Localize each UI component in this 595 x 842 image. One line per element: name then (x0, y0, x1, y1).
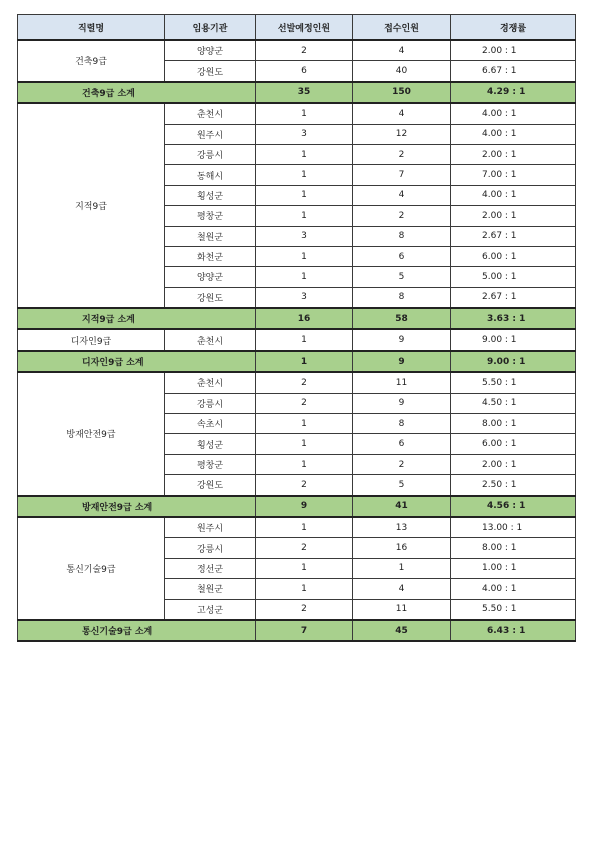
ratio-cell: 2.00 : 1 (451, 40, 576, 61)
subtotal-applicants: 41 (353, 496, 451, 517)
planned-cell: 1 (256, 206, 353, 226)
applicants-cell: 8 (353, 414, 451, 434)
agency-cell: 강릉시 (165, 144, 256, 164)
header-planned: 선발예정인원 (256, 15, 353, 41)
applicants-cell: 8 (353, 226, 451, 246)
agency-cell: 강원도 (165, 287, 256, 308)
subtotal-label: 디자인9급 소계 (18, 351, 256, 372)
competition-table (17, 14, 576, 642)
table-row (18, 329, 576, 350)
subtotal-row (18, 82, 576, 103)
subtotal-planned: 1 (256, 351, 353, 372)
planned-cell: 1 (256, 414, 353, 434)
subtotal-row (18, 496, 576, 517)
ratio-cell: 2.67 : 1 (451, 287, 576, 308)
agency-cell: 강원도 (165, 61, 256, 82)
agency-cell: 원주시 (165, 124, 256, 144)
subtotal-label: 지적9급 소계 (18, 308, 256, 329)
subtotal-label: 건축9급 소계 (18, 82, 256, 103)
ratio-cell: 5.00 : 1 (451, 267, 576, 287)
applicants-cell: 5 (353, 267, 451, 287)
applicants-cell: 11 (353, 372, 451, 393)
subtotal-ratio: 4.56 : 1 (451, 496, 576, 517)
planned-cell: 1 (256, 517, 353, 538)
ratio-cell: 4.00 : 1 (451, 185, 576, 205)
applicants-cell: 6 (353, 246, 451, 266)
ratio-cell: 4.50 : 1 (451, 393, 576, 413)
applicants-cell: 8 (353, 287, 451, 308)
ratio-cell: 4.00 : 1 (451, 579, 576, 599)
agency-cell: 양양군 (165, 267, 256, 287)
agency-cell: 평창군 (165, 454, 256, 474)
subtotal-row (18, 620, 576, 641)
planned-cell: 1 (256, 103, 353, 124)
planned-cell: 1 (256, 558, 353, 578)
planned-cell: 1 (256, 144, 353, 164)
subtotal-applicants: 45 (353, 620, 451, 641)
ratio-cell: 2.50 : 1 (451, 475, 576, 496)
planned-cell: 1 (256, 454, 353, 474)
applicants-cell: 9 (353, 393, 451, 413)
table-row (18, 40, 576, 61)
ratio-cell: 4.00 : 1 (451, 103, 576, 124)
subtotal-planned: 35 (256, 82, 353, 103)
planned-cell: 1 (256, 434, 353, 454)
ratio-cell: 8.00 : 1 (451, 538, 576, 558)
table-body (18, 40, 576, 641)
subtotal-ratio: 6.43 : 1 (451, 620, 576, 641)
subtotal-applicants: 58 (353, 308, 451, 329)
ratio-cell: 9.00 : 1 (451, 329, 576, 350)
header-applicants: 접수인원 (353, 15, 451, 41)
position-name-cell: 건축9급 (18, 40, 165, 82)
subtotal-planned: 16 (256, 308, 353, 329)
planned-cell: 1 (256, 165, 353, 185)
planned-cell: 1 (256, 185, 353, 205)
planned-cell: 2 (256, 475, 353, 496)
applicants-cell: 2 (353, 206, 451, 226)
applicants-cell: 4 (353, 185, 451, 205)
agency-cell: 춘천시 (165, 372, 256, 393)
planned-cell: 3 (256, 287, 353, 308)
subtotal-planned: 9 (256, 496, 353, 517)
planned-cell: 1 (256, 267, 353, 287)
planned-cell: 2 (256, 393, 353, 413)
ratio-cell: 8.00 : 1 (451, 414, 576, 434)
ratio-cell: 2.67 : 1 (451, 226, 576, 246)
subtotal-ratio: 9.00 : 1 (451, 351, 576, 372)
agency-cell: 양양군 (165, 40, 256, 61)
applicants-cell: 5 (353, 475, 451, 496)
ratio-cell: 7.00 : 1 (451, 165, 576, 185)
planned-cell: 1 (256, 329, 353, 350)
table-row (18, 517, 576, 538)
ratio-cell: 6.00 : 1 (451, 434, 576, 454)
applicants-cell: 6 (353, 434, 451, 454)
header-ratio: 경쟁률 (451, 15, 576, 41)
subtotal-applicants: 150 (353, 82, 451, 103)
applicants-cell: 1 (353, 558, 451, 578)
applicants-cell: 40 (353, 61, 451, 82)
applicants-cell: 16 (353, 538, 451, 558)
agency-cell: 원주시 (165, 517, 256, 538)
applicants-cell: 2 (353, 454, 451, 474)
planned-cell: 2 (256, 40, 353, 61)
position-name-cell: 지적9급 (18, 103, 165, 308)
agency-cell: 횡성군 (165, 185, 256, 205)
subtotal-applicants: 9 (353, 351, 451, 372)
applicants-cell: 2 (353, 144, 451, 164)
subtotal-label: 방재안전9급 소계 (18, 496, 256, 517)
ratio-cell: 6.00 : 1 (451, 246, 576, 266)
agency-cell: 고성군 (165, 599, 256, 620)
agency-cell: 횡성군 (165, 434, 256, 454)
header-row (18, 15, 576, 41)
planned-cell: 2 (256, 372, 353, 393)
subtotal-row (18, 308, 576, 329)
planned-cell: 2 (256, 538, 353, 558)
position-name-cell: 방재안전9급 (18, 372, 165, 495)
ratio-cell: 1.00 : 1 (451, 558, 576, 578)
applicants-cell: 9 (353, 329, 451, 350)
agency-cell: 강릉시 (165, 393, 256, 413)
table-row (18, 372, 576, 393)
agency-cell: 평창군 (165, 206, 256, 226)
agency-cell: 강릉시 (165, 538, 256, 558)
planned-cell: 3 (256, 124, 353, 144)
planned-cell: 1 (256, 579, 353, 599)
applicants-cell: 13 (353, 517, 451, 538)
header-position: 직렬명 (18, 15, 165, 41)
applicants-cell: 4 (353, 103, 451, 124)
agency-cell: 춘천시 (165, 329, 256, 350)
planned-cell: 3 (256, 226, 353, 246)
header-agency: 임용기관 (165, 15, 256, 41)
applicants-cell: 4 (353, 40, 451, 61)
ratio-cell: 13.00 : 1 (451, 517, 576, 538)
ratio-cell: 2.00 : 1 (451, 144, 576, 164)
agency-cell: 강원도 (165, 475, 256, 496)
subtotal-planned: 7 (256, 620, 353, 641)
applicants-cell: 7 (353, 165, 451, 185)
ratio-cell: 5.50 : 1 (451, 599, 576, 620)
agency-cell: 철원군 (165, 579, 256, 599)
applicants-cell: 11 (353, 599, 451, 620)
subtotal-ratio: 3.63 : 1 (451, 308, 576, 329)
planned-cell: 2 (256, 599, 353, 620)
agency-cell: 동해시 (165, 165, 256, 185)
subtotal-ratio: 4.29 : 1 (451, 82, 576, 103)
position-name-cell: 디자인9급 (18, 329, 165, 350)
agency-cell: 철원군 (165, 226, 256, 246)
planned-cell: 1 (256, 246, 353, 266)
table-row (18, 103, 576, 124)
agency-cell: 춘천시 (165, 103, 256, 124)
applicants-cell: 12 (353, 124, 451, 144)
planned-cell: 6 (256, 61, 353, 82)
agency-cell: 정선군 (165, 558, 256, 578)
ratio-cell: 2.00 : 1 (451, 454, 576, 474)
agency-cell: 속초시 (165, 414, 256, 434)
subtotal-row (18, 351, 576, 372)
ratio-cell: 2.00 : 1 (451, 206, 576, 226)
ratio-cell: 5.50 : 1 (451, 372, 576, 393)
applicants-cell: 4 (353, 579, 451, 599)
subtotal-label: 통신기술9급 소계 (18, 620, 256, 641)
agency-cell: 화천군 (165, 246, 256, 266)
ratio-cell: 4.00 : 1 (451, 124, 576, 144)
position-name-cell: 통신기술9급 (18, 517, 165, 620)
ratio-cell: 6.67 : 1 (451, 61, 576, 82)
